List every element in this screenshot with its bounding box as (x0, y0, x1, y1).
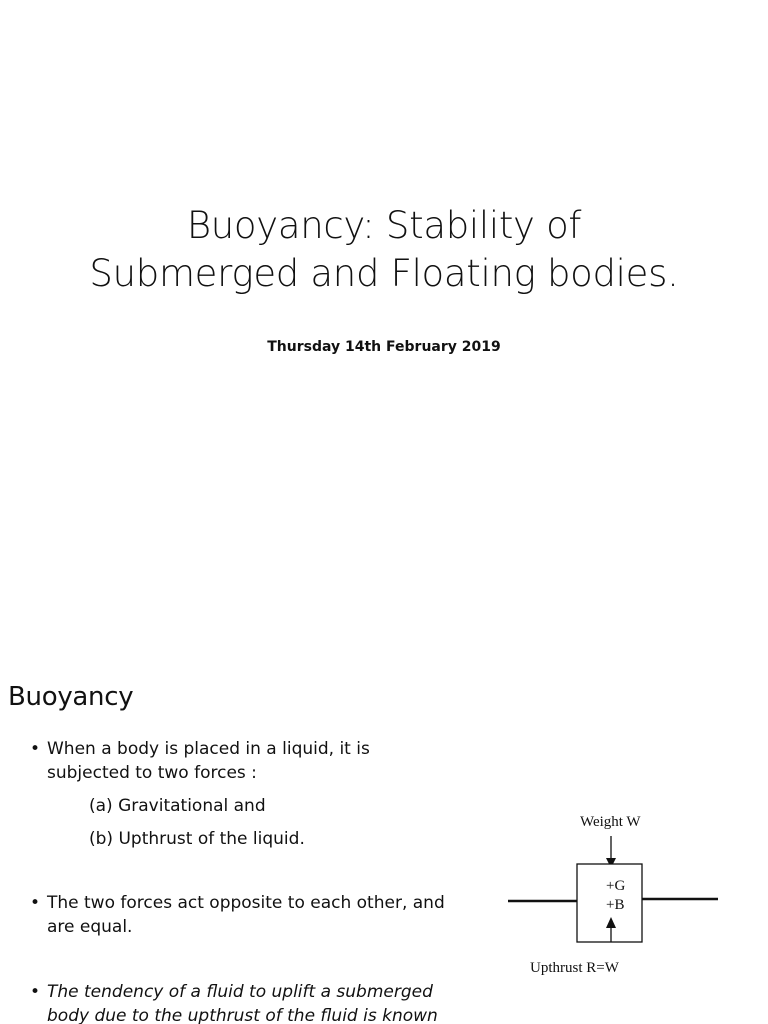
bullet-opposite-line-2: are equal. (47, 917, 133, 937)
bullet-definition (30, 980, 480, 1024)
bullet-definition-line-2: body due to the upthrust of the fluid is known (47, 1006, 438, 1024)
sub-item-upthrust: (b) Upthrust of the liquid. (89, 829, 305, 849)
bullet-forces (30, 737, 480, 785)
slide-title-line-2: Submerged and Floating bodies. (89, 252, 679, 295)
slide-title (0, 202, 768, 298)
bullet-forces-line-1: When a body is placed in a liquid, it is (47, 739, 370, 759)
bullet-dot: • (30, 739, 41, 759)
bullet-dot: • (30, 893, 41, 913)
slide-date: Thursday 14th February 2019 (267, 339, 501, 355)
slide-title-line-1: Buoyancy: Stability of (186, 204, 582, 247)
bullet-forces-line-2: subjected to two forces : (47, 763, 257, 783)
bullet-dot: • (30, 982, 41, 1002)
buoyancy-diagram (500, 806, 730, 982)
upthrust-label: Upthrust R=W (530, 960, 619, 976)
bullet-definition-line-1: The tendency of a fluid to uplift a submerged (47, 982, 433, 1002)
section-heading: Buoyancy (8, 682, 134, 712)
bullet-opposite (30, 891, 480, 939)
center-of-buoyancy-label: +B (606, 897, 625, 913)
sub-item-gravitational: (a) Gravitational and (89, 796, 266, 816)
bullet-opposite-line-1: The two forces act opposite to each other, and (47, 893, 445, 913)
center-of-gravity-label: +G (606, 878, 626, 894)
weight-label: Weight W (580, 814, 641, 830)
